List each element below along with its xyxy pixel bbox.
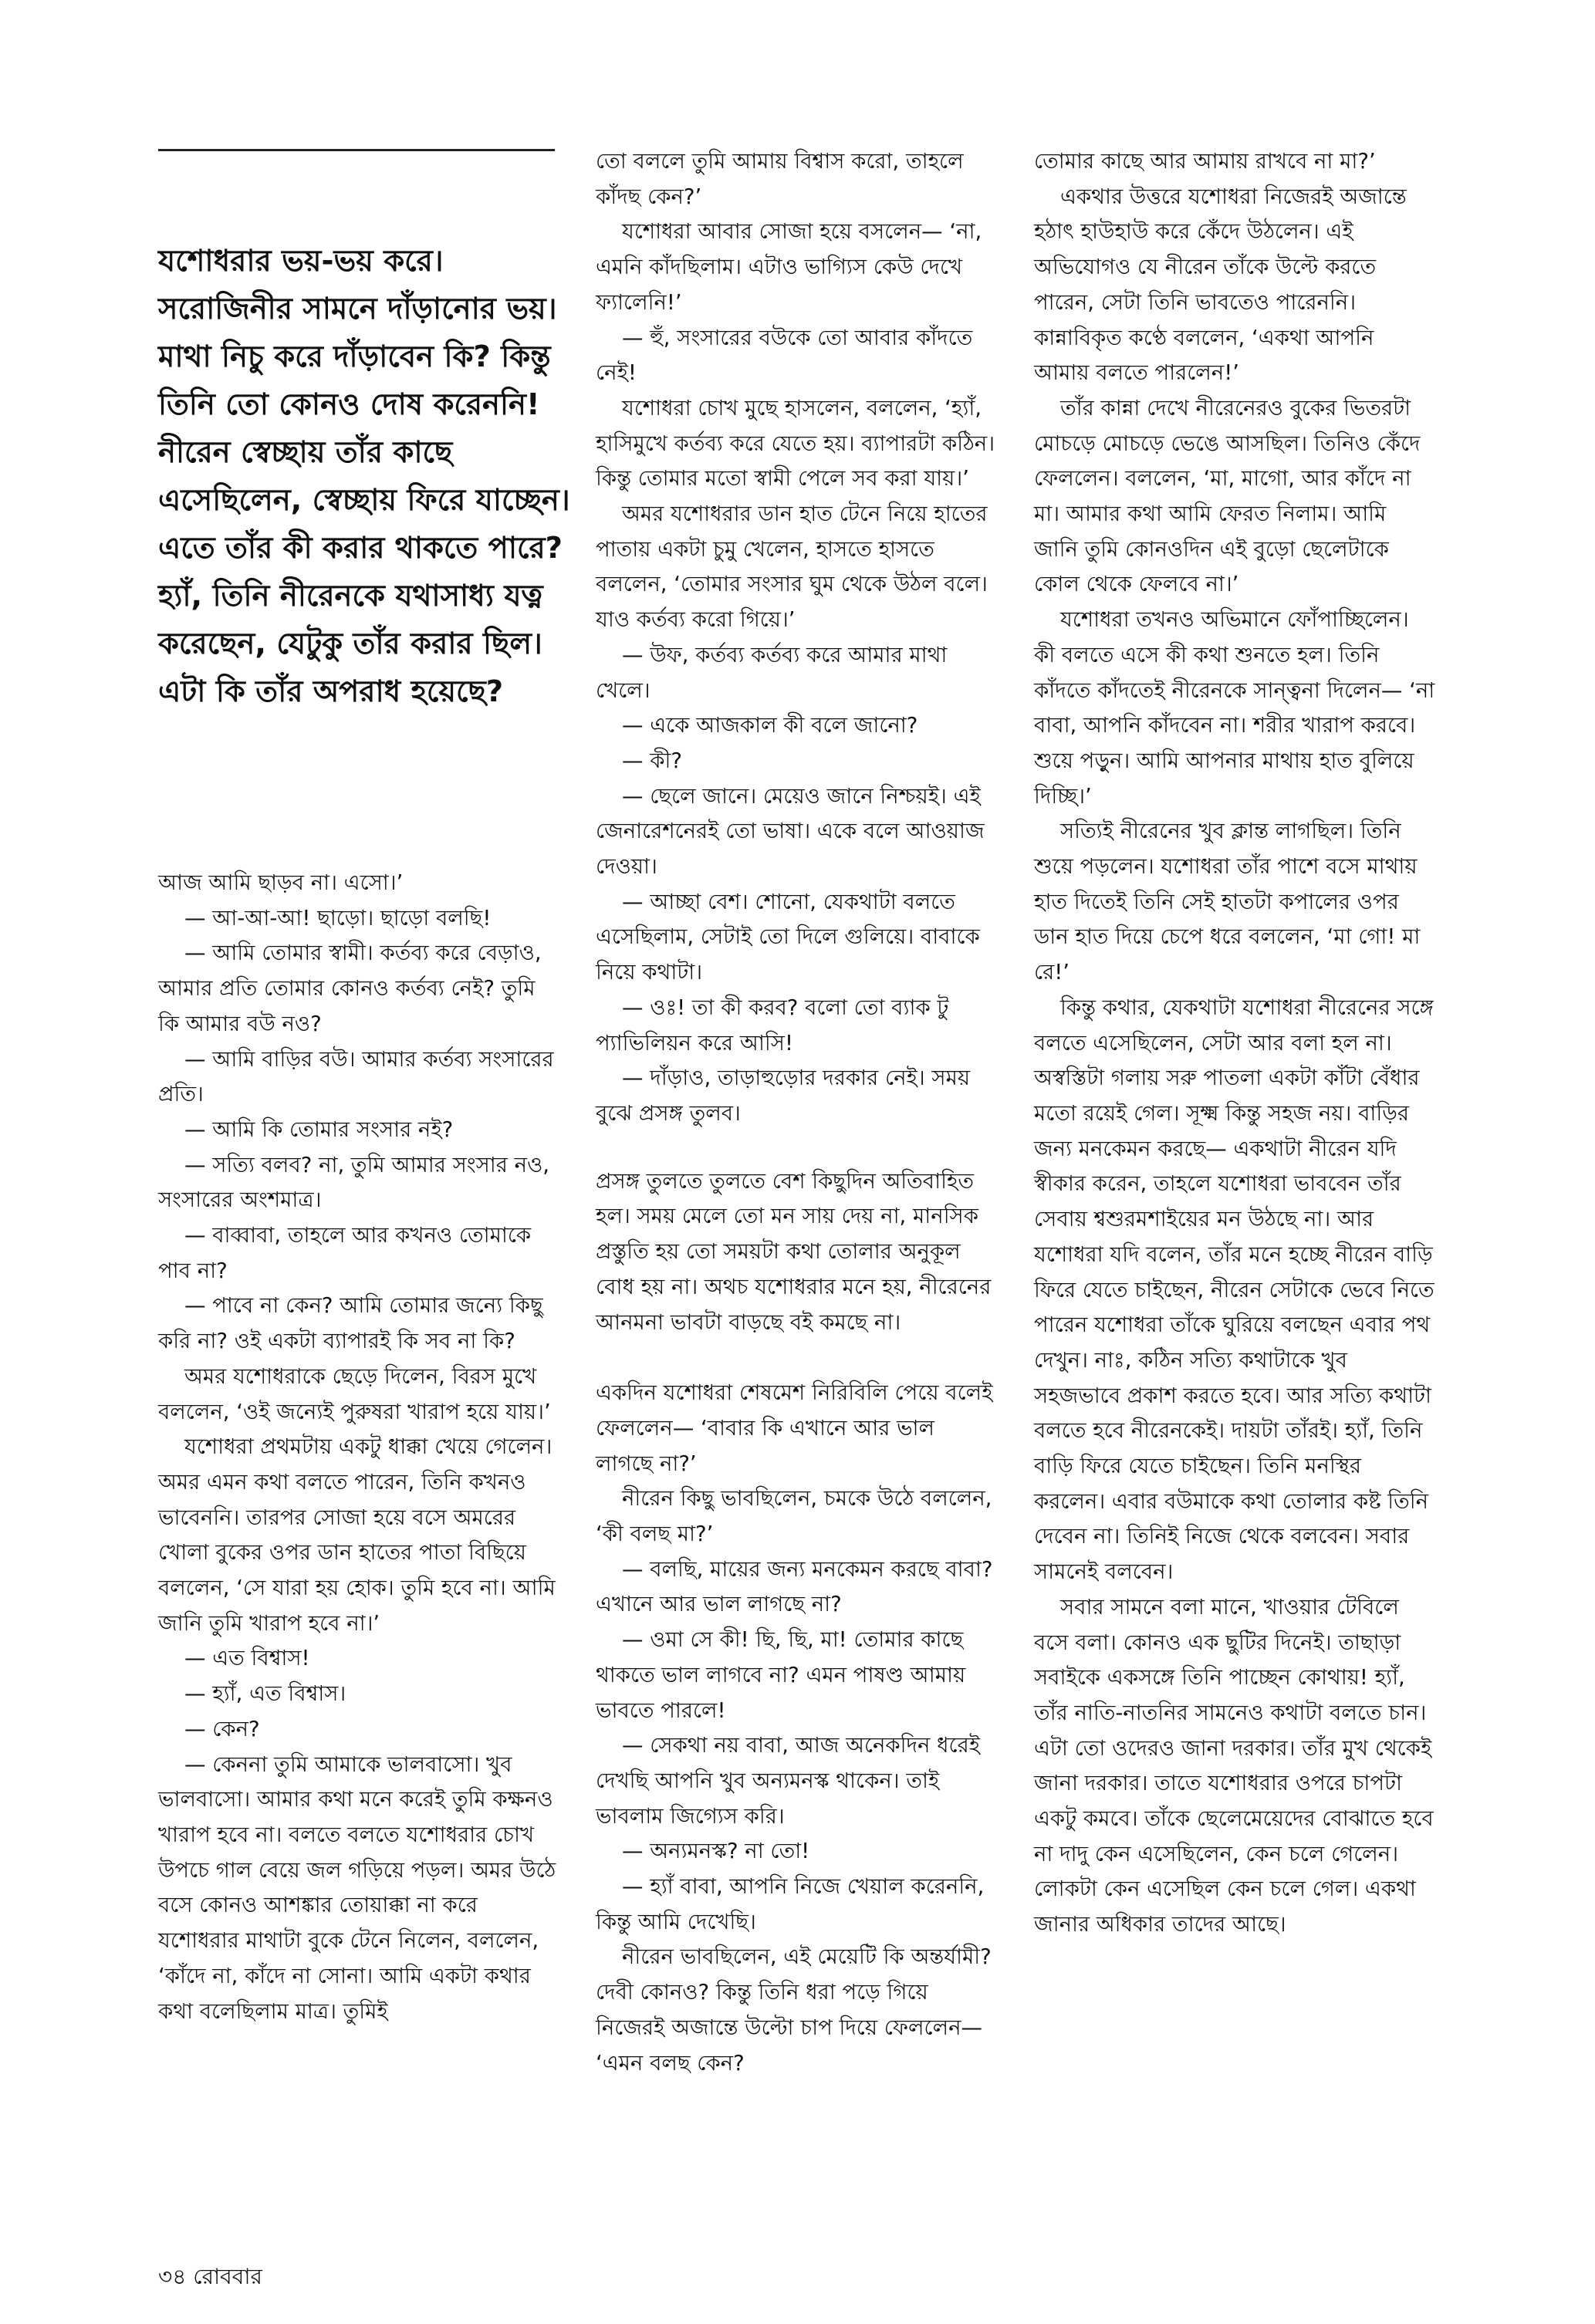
paragraph: — ওমা সে কী! ছি, ছি, মা! তোমার কাছে থাকতে ভাল লাগবে না? এমন পাষণ্ড আমায় ভাবতে পারলে!	[596, 1627, 966, 1723]
paragraph: সবার সামনে বলা মানে, খাওয়ার টেবিলে বসে বলা। কোনও এক ছুটির দিনেই। তাছাড়া সবাইকে একসঙ্গে তিনি পাচ্ছেন কোথায়! হ্যাঁ, তাঁর নাতি-নাতনির সামনেও কথাটা বলতে চান। এটা তো ওদেরও জানা দরকার। তাঁর মুখ থেকেই জানা দরকার। তাতে যশোধরার ওপরে চাপটা একটু কমবে। তাঁকে ছেলেমেয়েদের বোঝাতে হবে না দাদু কেন এসেছিলেন, কেন চলে গেলেন। লোকটা কেন এসেছিল কেন চলে গেল। একথা জানার অধিকার তাদের আছে।	[1034, 1594, 1434, 1937]
paragraph: — হ্যাঁ, এত বিশ্বাস।	[184, 1681, 346, 1707]
paragraph: — সত্যি বলব? না, তুমি আমার সংসার নও, সংসারের অংশমাত্র।	[158, 1152, 550, 1213]
column-3	[1034, 144, 1435, 1943]
paragraph: তোমার কাছে আর আমায় রাখবে না মা?’	[1034, 149, 1376, 174]
top-rule	[158, 149, 555, 151]
paragraph: নীরেন কিছু ভাবছিলেন, চমকে উঠে বললেন, ‘কী বলছ মা?’	[596, 1486, 992, 1547]
paragraph: — আ-আ-আ! ছাড়ো। ছাড়ো বলছি!	[184, 905, 492, 931]
pull-quote: যশোধরার ভয়-ভয় করে। সরোজিনীর সামনে দাঁড়ানোর ভয়। মাথা নিচু করে দাঁড়াবেন কি? কিন্তু তিনি তো কোনও দোষ করেননি! নীরেন স্বেচ্ছায় তাঁর কাছে এসেছিলেন, স্বেচ্ছায় ফিরে যাচ্ছেন। এতে তাঁর কী করার থাকতে পারে? হ্যাঁ, তিনি নীরেনকে যথাসাধ্য যত্ন করেছেন, যেটুকু তাঁর করার ছিল। এটা কি তাঁর অপরাধ হয়েছে?	[158, 244, 570, 709]
paragraph: নীরেন ভাবছিলেন, এই মেয়েটি কি অন্তর্যামী? দেবী কোনও? কিন্তু তিনি ধরা পড়ে গিয়ে নিজেরই অজান্তে উল্টো চাপ দিয়ে ফেললেন— ‘এমন বলছ কেন?	[596, 1944, 992, 2076]
paragraph: — কেন?	[184, 1716, 260, 1741]
paragraph: তাঁর কান্না দেখে নীরেনেরও বুকের ভিতরটা মোচড়ে মোচড়ে ভেঙে আসছিল। তিনিও কেঁদে ফেললেন। বললেন, ‘মা, মাগো, আর কাঁদে না মা। আমার কথা আমি ফেরত নিলাম। আমি জানি তুমি কোনওদিন এই বুড়ো ছেলেটাকে কোল থেকে ফেলবে না।’	[1034, 395, 1421, 597]
paragraph: — সেকথা নয় বাবা, আজ অনেকদিন ধরেই দেখছি আপনি খুব অন্যমনস্ক থাকেন। তাই ভাবলাম জিগ্যেস করি।	[596, 1733, 981, 1829]
paragraph: — কেননা তুমি আমাকে ভালবাসো। খুব ভালবাসো। আমার কথা মনে করেই তুমি কক্ষনও খারাপ হবে না। বলতে বলতে যশোধরার চোখ উপচে গাল বেয়ে জল গড়িয়ে পড়ল। অমর উঠে বসে কোনও আশঙ্কার তোয়াক্কা না করে যশোধরার মাথাটা বুকে টেনে নিলেন, বললেন, ‘কাঁদে না, কাঁদে না সোনা। আমি একটা কথার কথা বলেছিলাম মাত্র। তুমিই	[158, 1751, 556, 2024]
paragraph: — পাবে না কেন? আমি তোমার জন্যে কিছু করি না? ওই একটা ব্যাপারই কি সব না কি?	[158, 1293, 543, 1354]
paragraph: একথার উত্তরে যশোধরা নিজেরই অজান্তে হঠাৎ হাউহাউ করে কেঁদে উঠলেন। এই অভিযোগও যে নীরেন তাঁকে উল্টে করতে পারেন, সেটা তিনি ভাবতেও পারেননি। কান্নাবিকৃত কণ্ঠে বললেন, ‘একথা আপনি আমায় বলতে পারলেন!’	[1034, 184, 1407, 386]
paragraph: অমর যশোধরাকে ছেড়ে দিলেন, বিরস মুখে বললেন, ‘ওই জন্যেই পুরুষরা খারাপ হয়ে যায়।’	[158, 1363, 551, 1424]
paragraph: সত্যিই নীরেনের খুব ক্লান্ত লাগছিল। তিনি শুয়ে পড়লেন। যশোধরা তাঁর পাশে বসে মাথায় হাত দিতেই তিনি সেই হাতটা কপালের ওপর ডান হাত দিয়ে চেপে ধরে বললেন, ‘মা গো! মা রে!’	[1034, 819, 1421, 985]
paragraph: — বাব্বাবা, তাহলে আর কখনও তোমাকে পাব না?	[158, 1223, 532, 1283]
paragraph: যশোধরা চোখ মুছে হাসলেন, বললেন, ‘হ্যাঁ, হাসিমুখে কর্তব্য করে যেতে হয়। ব্যাপারটা কঠিন। কিন্তু তোমার মতো স্বামী পেলে সব করা যায়।’	[596, 395, 995, 491]
column-1	[158, 866, 558, 2029]
paragraph: যশোধরা তখনও অভিমানে ফোঁপাচ্ছিলেন। কী বলতে এসে কী কথা শুনতে হল। তিনি কাঁদতে কাঁদতেই নীরেনকে সান্ত্বনা দিলেন— ‘না বাবা, আপনি কাঁদবেন না। শরীর খারাপ করবে। শুয়ে পড়ুন। আমি আপনার মাথায় হাত বুলিয়ে দিচ্ছি।’	[1034, 607, 1435, 809]
paragraph: — অন্যমনস্ক? না তো!	[622, 1839, 810, 1864]
paragraph: তো বললে তুমি আমায় বিশ্বাস করো, তাহলে কাঁদছ কেন?’	[596, 149, 964, 209]
paragraph: — বলছি, মায়ের জন্য মনকেমন করছে বাবা? এখানে আর ভাল লাগছে না?	[596, 1556, 993, 1617]
paragraph: প্রসঙ্গ তুলতে তুলতে বেশ কিছুদিন অতিবাহিত হল। সময় মেলে তো মন সায় দেয় না, মানসিক প্রস্তুতি হয় তো সময়টা কথা তোলার অনুকূল বোধ হয় না। অথচ যশোধরার মনে হয়, নীরেনের আনমনা ভাবটা বাড়ছে বই কমছে না।	[596, 1168, 992, 1335]
paragraph: — হ্যাঁ বাবা, আপনি নিজে খেয়াল করেননি, কিন্তু আমি দেখেছি।	[596, 1874, 985, 1934]
paragraph: — দাঁড়াও, তাড়াহুড়োর দরকার নেই। সময় বুঝে প্রসঙ্গ তুলব।	[596, 1066, 971, 1126]
paragraph: — আমি তোমার স্বামী। কর্তব্য করে বেড়াও, আমার প্রতি তোমার কোনও কর্তব্য নেই? তুমি কি আমার বউ নও?	[158, 941, 542, 1036]
paragraph: অমর যশোধরার ডান হাত টেনে নিয়ে হাতের পাতায় একটা চুমু খেলেন, হাসতে হাসতে বললেন, ‘তোমার সংসার ঘুম থেকে উঠল বলে। যাও কর্তব্য করো গিয়ে।’	[596, 502, 988, 633]
paragraph: আজ আমি ছাড়ব না। এসো।’	[158, 870, 404, 895]
paragraph: — উফ, কর্তব্য কর্তব্য করে আমার মাথা খেলে।	[596, 642, 948, 703]
paragraph: — ওঃ! তা কী করব? বলো তো ব্যাক টু প্যাভিলিয়ন করে আসি!	[596, 995, 949, 1056]
paragraph: — আমি কি তোমার সংসার নই?	[184, 1116, 454, 1142]
paragraph: — এত বিশ্বাস!	[184, 1646, 310, 1671]
paragraph: — হুঁ, সংসারের বউকে তো আবার কাঁদতে নেই!	[596, 325, 973, 386]
paragraph: — আমি বাড়ির বউ। আমার কর্তব্য সংসারের প্রতি।	[158, 1046, 554, 1107]
paragraph: যশোধরা প্রথমটায় একটু ধাক্কা খেয়ে গেলেন। অমর এমন কথা বলতে পারেন, তিনি কখনও ভাবেননি। তারপর সোজা হয়ে বসে অমরের খোলা বুকের ওপর ডান হাতের পাতা বিছিয়ে বললেন, ‘সে যারা হয় হোক। তুমি হবে না। আমি জানি তুমি খারাপ হবে না।’	[158, 1434, 556, 1636]
paragraph: যশোধরা আবার সোজা হয়ে বসলেন— ‘না, এমনি কাঁদছিলাম। এটাও ভাগ্যিস কেউ দেখে ফ্যালেনি!’	[596, 219, 982, 315]
paragraph: — ছেলে জানে। মেয়েও জানে নিশ্চয়ই। এই জেনারেশনেরই তো ভাষা। একে বলে আওয়াজ দেওয়া।	[596, 783, 985, 880]
paragraph: — কী?	[622, 748, 682, 773]
column-2	[596, 144, 997, 2081]
paragraph: — একে আজকাল কী বলে জানো?	[622, 713, 918, 738]
paragraph: কিন্তু কথার, যেকথাটা যশোধরা নীরেনের সঙ্গে বলতে এসেছিলেন, সেটা আর বলা হল না। অস্বস্তিটা গলায় সরু পাতলা একটা কাঁটা বেঁধার মতো রয়েই গেল। সূক্ষ্ম কিন্তু সহজ নয়। বাড়ির জন্য মনকেমন করছে— একথাটা নীরেন যদি স্বীকার করেন, তাহলে যশোধরা ভাববেন তাঁর সেবায় শ্বশুরমশাইয়ের মন উঠছে না। আর যশোধরা যদি বলেন, তাঁর মনে হচ্ছে নীরেন বাড়ি ফিরে যেতে চাইছেন, নীরেন সেটাকে ভেবে নিতে পারেন যশোধরা তাঁকে ঘুরিয়ে বলছেন এবার পথ দেখুন। নাঃ, কঠিন সত্যি কথাটাকে খুব সহজভাবে প্রকাশ করতে হবে। আর সত্যি কথাটা বলতে হবে নীরেনকেই। দায়টা তাঁরই। হ্যাঁ, তিনি বাড়ি ফিরে যেতে চাইছেন। তিনি মনস্থির করলেন। এবার বউমাকে কথা তোলার কষ্ট তিনি দেবেন না। তিনিই নিজে থেকে বলবেন। সবার সামনেই বলবেন।	[1034, 995, 1434, 1585]
paragraph: একদিন যশোধরা শেষমেশ নিরিবিলি পেয়ে বলেই ফেললেন— ‘বাবার কি এখানে আর ভাল লাগছে না?’	[596, 1380, 993, 1476]
page-folio: ৩৪ রোববার	[158, 2264, 262, 2289]
paragraph: — আচ্ছা বেশ। শোনো, যেকথাটা বলতে এসেছিলাম, সেটাই তো দিলে গুলিয়ে। বাবাকে নিয়ে কথাটা।	[596, 889, 980, 985]
